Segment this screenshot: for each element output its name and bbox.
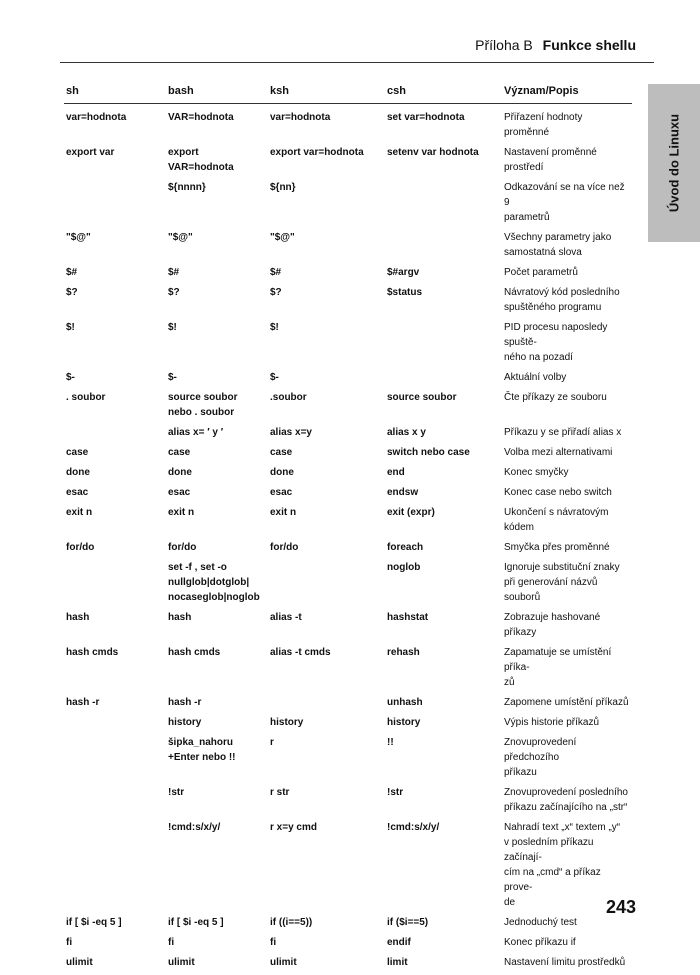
command-cell xyxy=(64,735,166,785)
table-row xyxy=(64,285,632,320)
command-cell xyxy=(64,560,166,610)
command-cell: export var xyxy=(64,145,166,180)
command-cell: fi xyxy=(268,935,385,955)
table-row xyxy=(64,145,632,180)
command-cell: !str xyxy=(166,785,268,820)
command-cell: source soubor nebo . soubor xyxy=(166,390,268,425)
command-cell xyxy=(64,715,166,735)
command-cell: hash -r xyxy=(166,695,268,715)
command-cell: hash cmds xyxy=(64,645,166,695)
command-cell: export VAR=hodnota xyxy=(166,145,268,180)
command-cell: history xyxy=(268,715,385,735)
description-cell: Počet parametrů xyxy=(502,265,632,285)
command-cell: r x=y cmd xyxy=(268,820,385,915)
description-cell: Čte příkazy ze souboru xyxy=(502,390,632,425)
command-cell: case xyxy=(268,445,385,465)
command-cell: history xyxy=(166,715,268,735)
table-row xyxy=(64,320,632,370)
command-cell: $#argv xyxy=(385,265,502,285)
command-cell: for/do xyxy=(268,540,385,560)
command-cell: "$@" xyxy=(166,230,268,265)
description-cell: Odkazování se na více než 9 parametrů xyxy=(502,180,632,230)
column-header: Význam/Popis xyxy=(502,82,632,104)
command-cell: šipka_nahoru +Enter nebo !! xyxy=(166,735,268,785)
command-cell: exit n xyxy=(64,505,166,540)
command-cell: $! xyxy=(268,320,385,370)
command-cell: alias -t cmds xyxy=(268,645,385,695)
command-cell: fi xyxy=(166,935,268,955)
command-cell: var=hodnota xyxy=(268,104,385,146)
table-row xyxy=(64,390,632,425)
command-cell: . soubor xyxy=(64,390,166,425)
command-cell: history xyxy=(385,715,502,735)
table-row xyxy=(64,715,632,735)
command-cell xyxy=(64,785,166,820)
command-cell: if [ $i -eq 5 ] xyxy=(64,915,166,935)
table-row xyxy=(64,425,632,445)
command-cell: $- xyxy=(64,370,166,390)
column-header: ksh xyxy=(268,82,385,104)
command-cell: hash xyxy=(166,610,268,645)
command-cell: done xyxy=(166,465,268,485)
command-cell: hash xyxy=(64,610,166,645)
command-cell: if ((i==5)) xyxy=(268,915,385,935)
command-cell: rehash xyxy=(385,645,502,695)
command-cell xyxy=(385,320,502,370)
command-cell: done xyxy=(64,465,166,485)
command-cell: VAR=hodnota xyxy=(166,104,268,146)
header-title: Funkce shellu xyxy=(543,37,636,53)
command-cell xyxy=(268,560,385,610)
table-row xyxy=(64,645,632,695)
command-cell xyxy=(268,695,385,715)
command-cell: case xyxy=(166,445,268,465)
command-cell: alias -t xyxy=(268,610,385,645)
description-cell: Aktuální volby xyxy=(502,370,632,390)
description-cell: Smyčka přes proměnné xyxy=(502,540,632,560)
command-cell: switch nebo case xyxy=(385,445,502,465)
table-row xyxy=(64,955,632,975)
command-cell: endsw xyxy=(385,485,502,505)
command-cell xyxy=(385,180,502,230)
description-cell: Zobrazuje hashované příkazy xyxy=(502,610,632,645)
command-cell: !str xyxy=(385,785,502,820)
command-cell: $# xyxy=(166,265,268,285)
description-cell: Znovuprovedení předchozího příkazu xyxy=(502,735,632,785)
description-cell: Nastavení proměnné prostředí xyxy=(502,145,632,180)
command-cell: $! xyxy=(64,320,166,370)
command-cell: setenv var hodnota xyxy=(385,145,502,180)
table-row xyxy=(64,820,632,915)
command-cell: esac xyxy=(268,485,385,505)
column-header: sh xyxy=(64,82,166,104)
description-cell: Nahradí text „x“ textem „y“ v posledním příkazu začínají- cím na „cmd“ a příkaz prove- de xyxy=(502,820,632,915)
command-cell: export var=hodnota xyxy=(268,145,385,180)
description-cell: Přiřazení hodnoty proměnné xyxy=(502,104,632,146)
table-row xyxy=(64,560,632,610)
description-cell: Znovuprovedení posledního příkazu začínajícího na „str“ xyxy=(502,785,632,820)
command-cell: var=hodnota xyxy=(64,104,166,146)
description-cell: Konec příkazu if xyxy=(502,935,632,955)
description-cell: Konec smyčky xyxy=(502,465,632,485)
command-cell: if [ $i -eq 5 ] xyxy=(166,915,268,935)
table-header xyxy=(64,82,632,104)
command-cell: "$@" xyxy=(268,230,385,265)
command-cell: $- xyxy=(268,370,385,390)
command-cell xyxy=(64,425,166,445)
command-cell: $? xyxy=(166,285,268,320)
table-header-row xyxy=(64,82,632,104)
description-cell: Konec case nebo switch xyxy=(502,485,632,505)
description-cell: Zapamatuje se umístění příka- zů xyxy=(502,645,632,695)
header-appendix: Příloha B xyxy=(475,37,533,53)
command-cell: $? xyxy=(268,285,385,320)
command-cell: fi xyxy=(64,935,166,955)
command-cell: ulimit xyxy=(166,955,268,975)
command-cell: end xyxy=(385,465,502,485)
table-row xyxy=(64,540,632,560)
description-cell: Výpis historie příkazů xyxy=(502,715,632,735)
description-cell: PID procesu naposledy spuště- ného na pozadí xyxy=(502,320,632,370)
command-cell: for/do xyxy=(64,540,166,560)
command-cell: $# xyxy=(268,265,385,285)
command-cell: !! xyxy=(385,735,502,785)
command-cell: done xyxy=(268,465,385,485)
command-cell: ulimit xyxy=(268,955,385,975)
command-cell: $status xyxy=(385,285,502,320)
description-cell: Návratový kód posledního spuštěného programu xyxy=(502,285,632,320)
command-cell: endif xyxy=(385,935,502,955)
running-header xyxy=(475,37,636,53)
table-row xyxy=(64,445,632,465)
command-cell: !cmd:s/x/y/ xyxy=(385,820,502,915)
table-row xyxy=(64,695,632,715)
command-cell: esac xyxy=(166,485,268,505)
command-cell: r str xyxy=(268,785,385,820)
description-cell: Ignoruje substituční znaky při generování názvů souborů xyxy=(502,560,632,610)
command-cell xyxy=(64,180,166,230)
command-cell: exit n xyxy=(166,505,268,540)
description-cell: Jednoduchý test xyxy=(502,915,632,935)
description-cell: Zapomene umístění příkazů xyxy=(502,695,632,715)
side-tab-label: Úvod do Linuxu xyxy=(667,114,682,212)
table-row xyxy=(64,935,632,955)
command-cell: exit n xyxy=(268,505,385,540)
command-cell: noglob xyxy=(385,560,502,610)
command-cell: foreach xyxy=(385,540,502,560)
table-row xyxy=(64,370,632,390)
shell-comparison-table xyxy=(64,82,632,975)
command-cell: $- xyxy=(166,370,268,390)
table-row xyxy=(64,785,632,820)
command-cell xyxy=(64,820,166,915)
side-tab xyxy=(648,84,700,242)
table-body xyxy=(64,104,632,975)
command-cell: unhash xyxy=(385,695,502,715)
command-cell: set var=hodnota xyxy=(385,104,502,146)
table-row xyxy=(64,265,632,285)
table-row xyxy=(64,104,632,146)
command-cell: .soubor xyxy=(268,390,385,425)
command-cell: r xyxy=(268,735,385,785)
command-cell xyxy=(385,230,502,265)
command-cell: alias x= ′ y ′ xyxy=(166,425,268,445)
command-cell: "$@" xyxy=(64,230,166,265)
command-cell: esac xyxy=(64,485,166,505)
command-cell: $? xyxy=(64,285,166,320)
description-cell: Nastavení limitu prostředků xyxy=(502,955,632,975)
command-cell: exit (expr) xyxy=(385,505,502,540)
command-cell: alias x=y xyxy=(268,425,385,445)
description-cell: Všechny parametry jako samostatná slova xyxy=(502,230,632,265)
table-row xyxy=(64,485,632,505)
header-rule xyxy=(60,62,654,63)
command-cell: case xyxy=(64,445,166,465)
description-cell: Příkazu y se přiřadí alias x xyxy=(502,425,632,445)
command-cell: hash cmds xyxy=(166,645,268,695)
table-row xyxy=(64,180,632,230)
command-cell: $# xyxy=(64,265,166,285)
command-cell: source soubor xyxy=(385,390,502,425)
command-cell: if ($i==5) xyxy=(385,915,502,935)
command-cell: ulimit xyxy=(64,955,166,975)
table-row xyxy=(64,610,632,645)
command-cell: !cmd:s/x/y/ xyxy=(166,820,268,915)
table-row xyxy=(64,505,632,540)
table-row xyxy=(64,465,632,485)
column-header: bash xyxy=(166,82,268,104)
table-row xyxy=(64,915,632,935)
command-cell: hash -r xyxy=(64,695,166,715)
description-cell: Volba mezi alternativami xyxy=(502,445,632,465)
table-row xyxy=(64,735,632,785)
column-header: csh xyxy=(385,82,502,104)
command-cell: limit xyxy=(385,955,502,975)
command-cell: hashstat xyxy=(385,610,502,645)
command-cell xyxy=(385,370,502,390)
command-cell: ${nnnn} xyxy=(166,180,268,230)
description-cell: Ukončení s návratovým kódem xyxy=(502,505,632,540)
table-row xyxy=(64,230,632,265)
command-cell: ${nn} xyxy=(268,180,385,230)
command-cell: for/do xyxy=(166,540,268,560)
command-cell: set -f , set -o nullglob|dotglob| nocaseglob|noglob xyxy=(166,560,268,610)
page-number: 243 xyxy=(606,897,636,918)
command-cell: alias x y xyxy=(385,425,502,445)
command-cell: $! xyxy=(166,320,268,370)
